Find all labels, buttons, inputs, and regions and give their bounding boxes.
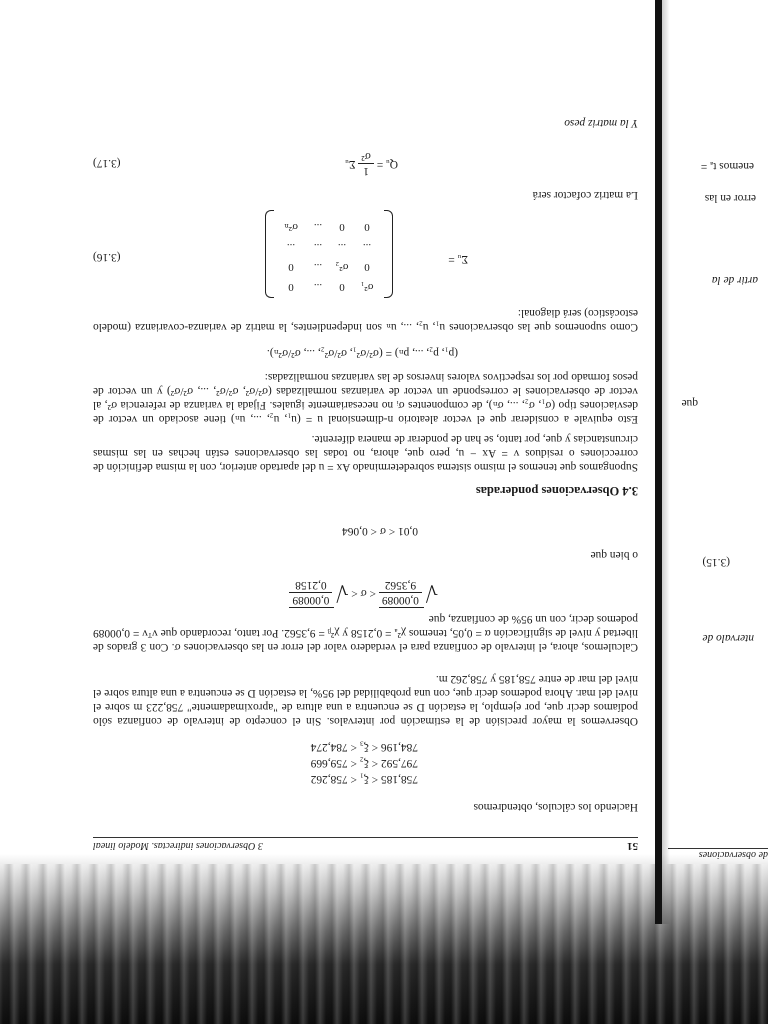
running-head — [93, 837, 638, 854]
sqrt-right-num: 0,00089 — [289, 592, 332, 607]
section-title: 3.4 Observaciones ponderadas — [475, 484, 638, 498]
matrix-cell: ... — [286, 241, 296, 253]
q-rhs: Σᵤ — [345, 157, 356, 170]
paragraph-observe: Observemos la mayor precisión de la estimación por intervalos. Sin el concepto de intervalo de confianza sólo podíamos decir que, por ejemplo, la estación D se encuentra a una altura de "aproximadamente" 758,223 m sobre el nivel del mar. Ahora podemos decir que, con una probabilidad del 95%, la estación D se encuentra a una altura sobre el nivel del mar de entre 758,185 y 758,262 m. — [93, 673, 638, 727]
matrix-cell: σ²ₙ — [284, 221, 298, 233]
facing-fragment: artir de la — [711, 274, 758, 286]
facing-fragment: (3.15) — [702, 556, 730, 568]
page-number: 51 — [627, 840, 638, 852]
matrix-cell: 0 — [339, 221, 345, 233]
facing-fragment: error en las — [704, 192, 756, 204]
matrix-cell: 0 — [339, 281, 345, 293]
sigma-matrix-lhs: Σᵤ = — [448, 253, 468, 265]
interval-3: 784,196 < ξ₃ < 784,274 — [310, 741, 418, 753]
sqrt-left-den: 9,3562 — [384, 579, 417, 591]
matrix-cell: ... — [313, 241, 323, 253]
interval-1: 758,185 < ξ₁ < 758,262 — [310, 773, 418, 785]
facing-page — [668, 0, 768, 924]
paragraph-indep: Como suponemos que las observaciones u₁, u₂, ..., uₙ son independientes, la matriz de varianza-covarianza (modelo estocástico) será diagonal: — [93, 307, 638, 333]
matrix-cell: ... — [313, 261, 323, 273]
facing-fragment: enemos tₐ = — [700, 160, 754, 172]
running-title: 3 Observaciones indirectas. Modelo lineal — [93, 840, 263, 851]
covariance-matrix — [265, 212, 393, 298]
paragraph-cofactor: La matriz cofactor será — [532, 189, 638, 201]
matrix-grid — [277, 220, 381, 294]
matrix-cell: 0 — [288, 281, 294, 293]
spine-streaks — [0, 864, 768, 1024]
cofactor-equation — [345, 149, 398, 178]
page-gutter — [655, 0, 662, 924]
paragraph-weight-matrix: Y la matriz peso — [564, 117, 638, 129]
matrix-bracket-right — [265, 210, 274, 298]
facing-fragment: ntervalo de — [702, 632, 754, 644]
ineq-mid: < σ < — [351, 586, 377, 599]
equation-label-317: (3.17) — [93, 157, 121, 169]
matrix-cell: ... — [313, 281, 323, 293]
equation-label-316: (3.16) — [93, 251, 121, 263]
q-num: 1 — [358, 163, 374, 178]
weights-vector: (p₁, p₂, ..., pₙ) = (σ²/σ²₁, σ²/σ²₂, ..., σ²/σ²ₙ). — [266, 347, 458, 359]
paragraph-calc-conf: Calculemos, ahora, el intervalo de confianza para el verdadero valor del error en las observaciones σ. Con 3 grados de libertad y nivel de significación α = 0,05, tenemos χ²ₐ = 0,2158 y χ²ᵦ = 9,3562. Por tanto, recordando que vᵀv = 0,00089 podemos decir, con un 95% de confianza, que — [93, 613, 638, 653]
matrix-cell: σ²₁ — [360, 281, 374, 293]
paragraph-or: o bien que — [590, 549, 638, 561]
matrix-cell: σ²₂ — [335, 261, 349, 273]
matrix-cell: 0 — [364, 261, 370, 273]
matrix-cell: ... — [313, 221, 323, 233]
matrix-cell: 0 — [364, 221, 370, 233]
sigma-range: 0,01 < σ < 0,064 — [342, 525, 418, 537]
sigma-interval-equation: √ 0,00089 9,3562 < σ < √ 0,00089 0,2158 — [289, 578, 438, 608]
sqrt-left-num: 0,00089 — [379, 592, 422, 607]
matrix-bracket-left — [384, 210, 393, 298]
matrix-cell: 0 — [288, 261, 294, 273]
sqrt-right-den: 0,2158 — [295, 579, 327, 591]
facing-fragment: que — [681, 397, 698, 409]
paragraph-suppose: Supongamos que tenemos el mismo sistema sobredeterminado Ax = u del apartado anterior, con la misma definición de correcciones o residuos v = Ax − u, pero que, ahora, no todas las observaciones están hechas en las mismas circunstancias y que, por tanto, se han de ponderar de manera diferente. — [93, 433, 638, 473]
matrix-cell: ... — [362, 241, 372, 253]
q-den: σ² — [361, 150, 371, 162]
matrix-cell: ... — [337, 241, 347, 253]
paragraph-equivale: Esto equivale a considerar que el vector aleatorio n-dimensional u = (u₁, u₂, ..., uₙ) tiene asociado un vector de desviaciones tipo (σ₁, σ₂, ..., σₙ), de componentes σᵢ no necesariamente iguales. Fijada la varianza de referencia σ², al vector de observaciones le corresponde un vector de varianzas normalizadas (σ²/σ², σ²/σ², ..., σ²/σ²) y un vector de pesos formado por los respectivos valores inversos de las varianzas normalizadas: — [93, 371, 638, 425]
interval-2: 797,592 < ξ₂ < 759,669 — [310, 757, 418, 769]
paragraph-calc-intro: Haciendo los cálculos, obtendremos — [473, 801, 638, 813]
q-lhs: Qᵤ = — [376, 157, 398, 170]
page-content — [93, 54, 638, 854]
facing-page-header: de observaciones — [668, 848, 768, 860]
